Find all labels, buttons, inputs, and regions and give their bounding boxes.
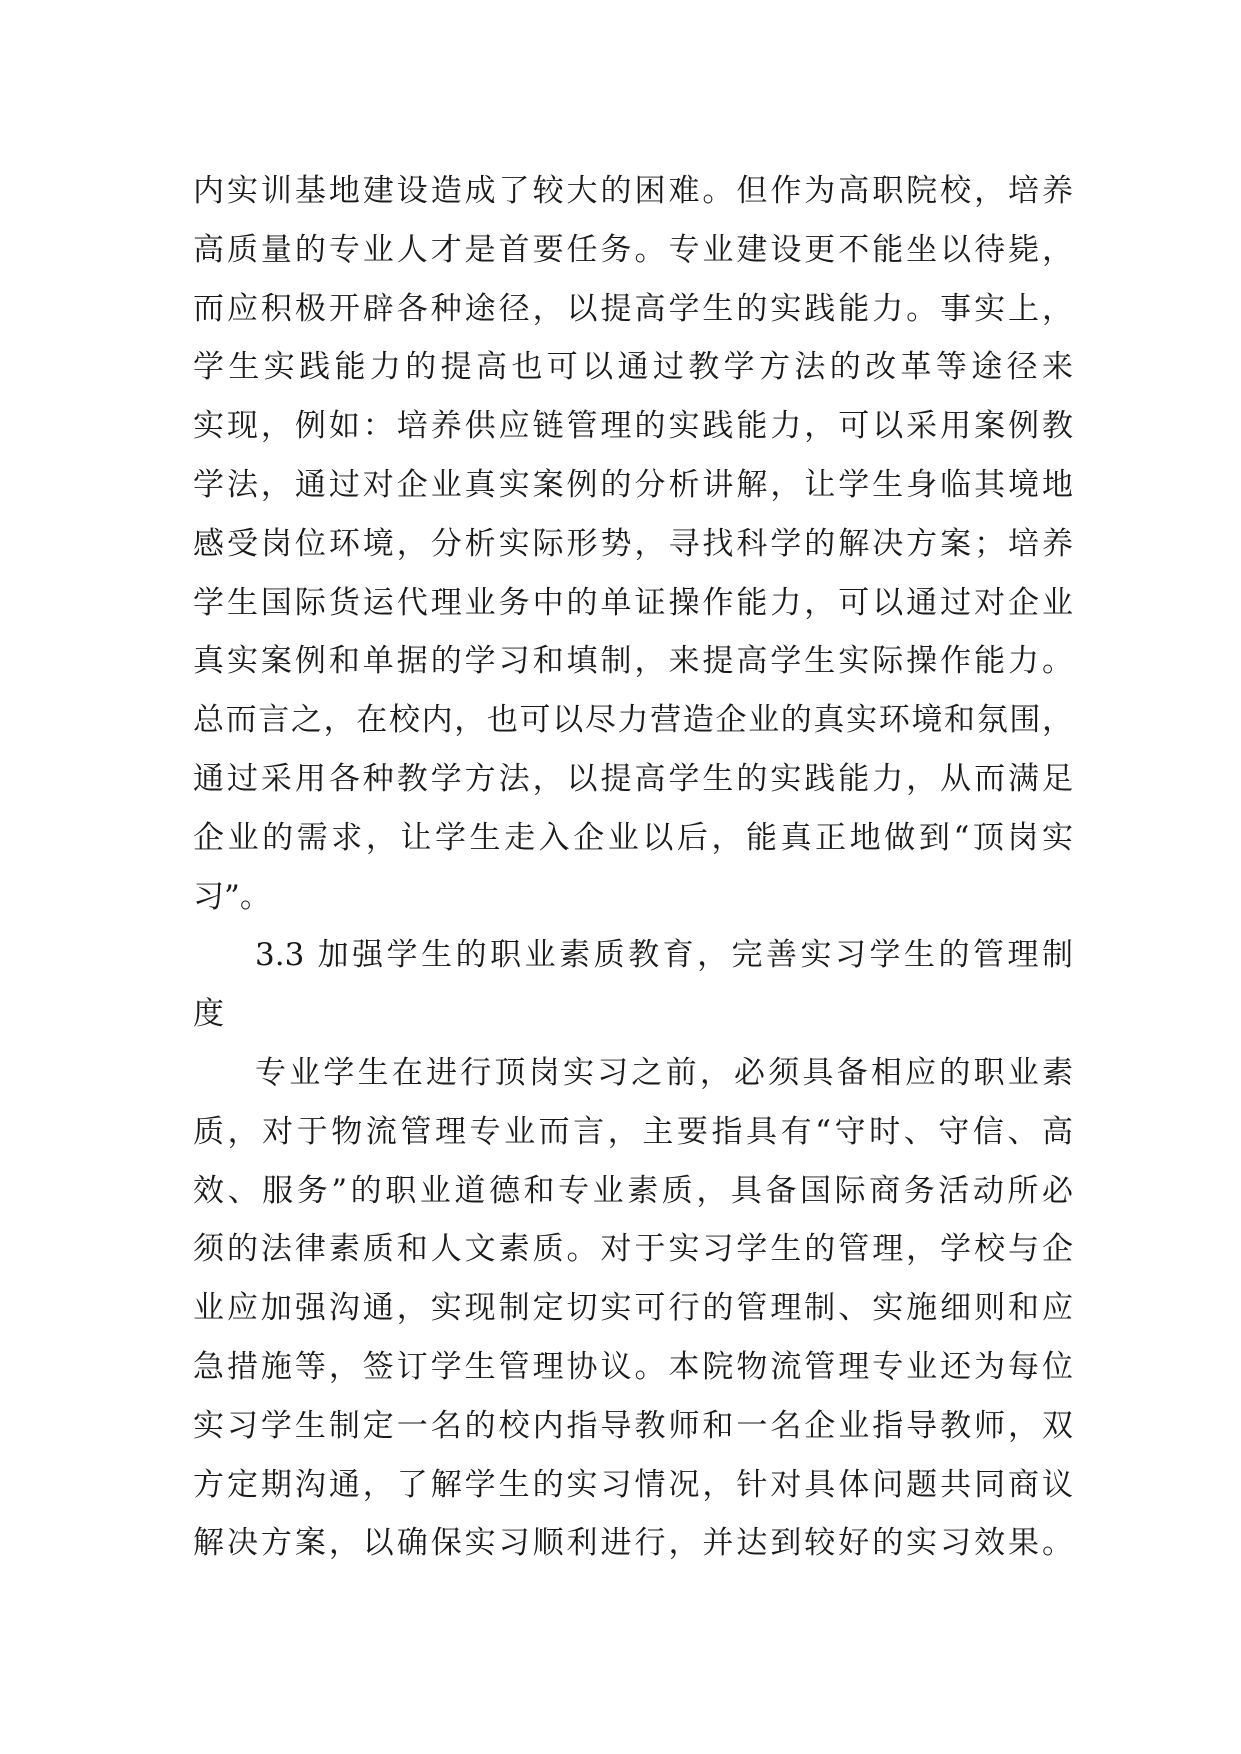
text-line: 解决方案，以确保实习顺利进行，并达到较好的实习效果。 [193,1525,1073,1562]
text-line: 学生实践能力的提高也可以通过教学方法的改革等途径来 [193,349,1073,386]
text-line: 企业的需求，让学生走入企业以后，能真正地做到“顶岗实 [193,819,1073,856]
text-line: 真实案例和单据的学习和填制，来提高学生实际操作能力。 [193,643,1073,680]
text-line: 总而言之，在校内，也可以尽力营造企业的真实环境和氛围， [193,702,1073,739]
text-line: 学法，通过对企业真实案例的分析讲解，让学生身临其境地 [193,466,1073,503]
text-line: 度 [193,996,224,1033]
text-line: 高质量的专业人才是首要任务。专业建设更不能坐以待毙， [193,231,1073,268]
text-line: 质，对于物流管理专业而言，主要指具有“守时、守信、高 [193,1113,1073,1150]
text-line: 而应积极开辟各种途径，以提高学生的实践能力。事实上， [193,290,1073,327]
text-line: 实现，例如：培养供应链管理的实践能力，可以采用案例教 [193,408,1073,445]
text-line: 效、服务”的职业道德和专业素质，具备国际商务活动所必 [193,1172,1073,1209]
text-line: 内实训基地建设造成了较大的困难。但作为高职院校，培养 [193,173,1073,209]
text-line: 须的法律素质和人文素质。对于实习学生的管理，学校与企 [193,1231,1073,1268]
text-line: 专业学生在进行顶岗实习之前，必须具备相应的职业素 [255,1054,1073,1091]
text-line: 方定期沟通，了解学生的实习情况，针对具体问题共同商议 [193,1466,1073,1503]
text-line: 业应加强沟通，实现制定切实可行的管理制、实施细则和应 [193,1290,1073,1327]
text-line: 学生国际货运代理业务中的单证操作能力，可以通过对企业 [193,584,1073,621]
text-line: 实习学生制定一名的校内指导教师和一名企业指导教师，双 [193,1407,1073,1444]
text-line: 急措施等，签订学生管理协议。本院物流管理专业还为每位 [193,1348,1073,1385]
body-text [193,162,1073,1573]
text-line: 感受岗位环境，分析实际形势，寻找科学的解决方案；培养 [193,525,1073,562]
text-line: 习”。 [193,878,271,915]
text-line: 通过采用各种教学方法，以提高学生的实践能力，从而满足 [193,760,1073,797]
text-line: 3.3 加强学生的职业素质教育，完善实习学生的管理制 [255,937,1073,974]
